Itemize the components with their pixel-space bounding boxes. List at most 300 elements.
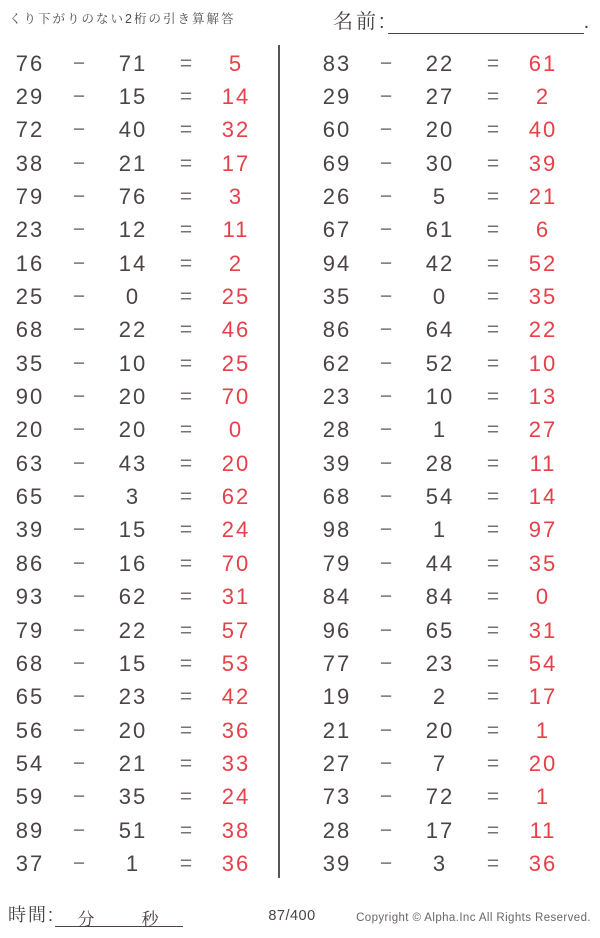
minus-sign: − [379, 418, 395, 442]
minuend: 25 [15, 284, 45, 310]
answer: 53 [221, 650, 251, 676]
minuend: 68 [15, 317, 45, 343]
minuend: 83 [322, 50, 352, 76]
minus-sign: − [379, 585, 395, 609]
equals-sign: = [486, 218, 502, 242]
minus-sign: − [72, 218, 88, 242]
minuend: 28 [322, 817, 352, 843]
subtrahend: 40 [118, 117, 148, 143]
answer: 39 [528, 150, 558, 176]
minuend: 93 [15, 584, 45, 610]
time-blank-line [55, 905, 183, 927]
minus-sign: − [379, 718, 395, 742]
answer: 25 [221, 284, 251, 310]
minuend: 79 [15, 617, 45, 643]
minuend: 39 [322, 450, 352, 476]
minus-sign: − [72, 685, 88, 709]
subtrahend: 0 [125, 284, 141, 310]
equals-sign: = [486, 585, 502, 609]
subtrahend: 7 [432, 750, 448, 776]
problem-row [312, 847, 566, 880]
problem-row [312, 814, 566, 847]
equals-sign: = [486, 751, 502, 775]
answer: 10 [528, 350, 558, 376]
subtrahend: 20 [425, 717, 455, 743]
minuend: 68 [322, 484, 352, 510]
subtrahend: 52 [425, 350, 455, 376]
minuend: 29 [15, 84, 45, 110]
equals-sign: = [179, 451, 195, 475]
minuend: 68 [15, 650, 45, 676]
problem-row [312, 480, 566, 513]
answer: 38 [221, 817, 251, 843]
subtrahend: 23 [118, 684, 148, 710]
minuend: 86 [322, 317, 352, 343]
answer: 62 [221, 484, 251, 510]
problem-row [312, 214, 566, 247]
answer: 17 [221, 150, 251, 176]
answer: 14 [221, 84, 251, 110]
minuend: 16 [15, 250, 45, 276]
minus-sign: − [379, 551, 395, 575]
problem-row [5, 247, 259, 280]
minuend: 63 [15, 450, 45, 476]
minus-sign: − [379, 451, 395, 475]
problem-row [312, 681, 566, 714]
equals-sign: = [486, 618, 502, 642]
equals-sign: = [486, 518, 502, 542]
minus-sign: − [72, 418, 88, 442]
problem-row [5, 714, 259, 747]
answer: 31 [528, 617, 558, 643]
equals-sign: = [179, 285, 195, 309]
equals-sign: = [486, 251, 502, 275]
answer: 57 [221, 617, 251, 643]
subtrahend: 65 [425, 617, 455, 643]
minuend: 23 [15, 217, 45, 243]
answer: 0 [535, 584, 551, 610]
minuend: 23 [322, 384, 352, 410]
answer: 70 [221, 384, 251, 410]
subtrahend: 44 [425, 550, 455, 576]
problem-row [5, 847, 259, 880]
minuend: 94 [322, 250, 352, 276]
problem-row [312, 114, 566, 147]
minuend: 73 [322, 784, 352, 810]
subtrahend: 1 [432, 417, 448, 443]
minus-sign: − [72, 285, 88, 309]
answer: 42 [221, 684, 251, 710]
equals-sign: = [179, 518, 195, 542]
equals-sign: = [179, 385, 195, 409]
subtrahend: 1 [125, 850, 141, 876]
equals-sign: = [179, 418, 195, 442]
equals-sign: = [179, 118, 195, 142]
problem-row [5, 814, 259, 847]
minus-sign: − [379, 218, 395, 242]
problem-row [312, 781, 566, 814]
answer: 24 [221, 517, 251, 543]
minus-sign: − [72, 485, 88, 509]
equals-sign: = [179, 351, 195, 375]
answer: 22 [528, 317, 558, 343]
minuend: 79 [15, 184, 45, 210]
minuend: 20 [15, 417, 45, 443]
minuend: 39 [15, 517, 45, 543]
equals-sign: = [179, 51, 195, 75]
subtrahend: 15 [118, 650, 148, 676]
minus-sign: − [379, 751, 395, 775]
answer: 14 [528, 484, 558, 510]
equals-sign: = [179, 751, 195, 775]
subtrahend: 72 [425, 784, 455, 810]
subtrahend: 23 [425, 650, 455, 676]
problem-row [5, 480, 259, 513]
problem-row [312, 747, 566, 780]
problem-row [312, 80, 566, 113]
equals-sign: = [179, 318, 195, 342]
copyright: Copyright © Alpha.Inc All Rights Reserved. [356, 912, 591, 924]
subtrahend: 76 [118, 184, 148, 210]
subtrahend: 20 [118, 384, 148, 410]
minus-sign: − [379, 618, 395, 642]
subtrahend: 43 [118, 450, 148, 476]
minuend: 35 [15, 350, 45, 376]
equals-sign: = [486, 318, 502, 342]
subtrahend: 28 [425, 450, 455, 476]
equals-sign: = [486, 418, 502, 442]
subtrahend: 20 [118, 417, 148, 443]
equals-sign: = [179, 585, 195, 609]
name-blank-line [388, 12, 584, 34]
problem-row [312, 581, 566, 614]
minus-sign: − [72, 585, 88, 609]
minus-sign: − [379, 185, 395, 209]
equals-sign: = [179, 485, 195, 509]
answer: 27 [528, 417, 558, 443]
minus-sign: − [72, 185, 88, 209]
answer: 2 [535, 84, 551, 110]
answer: 24 [221, 784, 251, 810]
equals-sign: = [486, 718, 502, 742]
subtrahend: 64 [425, 317, 455, 343]
minuend: 86 [15, 550, 45, 576]
minuend: 65 [15, 484, 45, 510]
subtrahend: 42 [425, 250, 455, 276]
problem-row [5, 614, 259, 647]
problem-row [312, 247, 566, 280]
equals-sign: = [179, 718, 195, 742]
equals-sign: = [179, 218, 195, 242]
answer: 36 [221, 717, 251, 743]
answer: 35 [528, 550, 558, 576]
subtrahend: 3 [125, 484, 141, 510]
subtrahend: 62 [118, 584, 148, 610]
equals-sign: = [486, 851, 502, 875]
subtrahend: 10 [118, 350, 148, 376]
problem-row [5, 114, 259, 147]
problem-row [5, 214, 259, 247]
subtrahend: 1 [432, 517, 448, 543]
problem-row [5, 447, 259, 480]
answer: 11 [529, 450, 557, 476]
equals-sign: = [486, 785, 502, 809]
answer: 5 [228, 50, 244, 76]
problem-row [5, 781, 259, 814]
equals-sign: = [179, 151, 195, 175]
equals-sign: = [486, 485, 502, 509]
problem-row [312, 180, 566, 213]
problem-row [312, 314, 566, 347]
minuend: 89 [15, 817, 45, 843]
equals-sign: = [179, 85, 195, 109]
subtrahend: 30 [425, 150, 455, 176]
minuend: 38 [15, 150, 45, 176]
minuend: 21 [322, 717, 352, 743]
problem-row [312, 280, 566, 313]
problem-row [312, 47, 566, 80]
equals-sign: = [486, 451, 502, 475]
answer: 36 [221, 850, 251, 876]
equals-sign: = [179, 818, 195, 842]
answer: 21 [528, 184, 558, 210]
problem-row [5, 547, 259, 580]
equals-sign: = [486, 285, 502, 309]
minus-sign: − [379, 785, 395, 809]
answer: 31 [221, 584, 251, 610]
equals-sign: = [179, 785, 195, 809]
subtrahend: 14 [118, 250, 148, 276]
answer: 35 [528, 284, 558, 310]
answer: 13 [528, 384, 558, 410]
problem-row [312, 547, 566, 580]
minus-sign: − [379, 651, 395, 675]
minuend: 26 [322, 184, 352, 210]
minuend: 56 [15, 717, 45, 743]
answer: 20 [221, 450, 251, 476]
minuend: 60 [322, 117, 352, 143]
problem-row [5, 47, 259, 80]
minus-sign: − [72, 651, 88, 675]
minus-sign: − [72, 85, 88, 109]
problem-row [5, 581, 259, 614]
time-label: 時間: [8, 905, 56, 925]
subtrahend: 22 [118, 617, 148, 643]
minus-sign: − [72, 751, 88, 775]
problem-row [312, 514, 566, 547]
page-title: くり下がりのない2桁の引き算解答 [9, 12, 236, 26]
answer: 11 [222, 217, 250, 243]
problem-row [5, 747, 259, 780]
subtrahend: 35 [118, 784, 148, 810]
time-field [8, 901, 183, 927]
equals-sign: = [179, 251, 195, 275]
minuend: 62 [322, 350, 352, 376]
minus-sign: − [379, 818, 395, 842]
problem-row [312, 414, 566, 447]
minuend: 90 [15, 384, 45, 410]
minus-sign: − [379, 151, 395, 175]
subtrahend: 16 [118, 550, 148, 576]
subtrahend: 15 [118, 84, 148, 110]
minus-sign: − [72, 451, 88, 475]
minuend: 84 [322, 584, 352, 610]
problem-row [5, 280, 259, 313]
equals-sign: = [486, 151, 502, 175]
minus-sign: − [379, 851, 395, 875]
answer: 17 [528, 684, 558, 710]
equals-sign: = [486, 51, 502, 75]
minuend: 72 [15, 117, 45, 143]
equals-sign: = [179, 851, 195, 875]
problem-row [312, 380, 566, 413]
answer: 3 [228, 184, 244, 210]
minuend: 69 [322, 150, 352, 176]
subtrahend: 21 [118, 150, 148, 176]
answer: 1 [535, 717, 551, 743]
minus-sign: − [379, 485, 395, 509]
name-label: 名前: [333, 11, 388, 33]
problem-row [5, 414, 259, 447]
problem-row [5, 147, 259, 180]
minus-sign: − [72, 718, 88, 742]
subtrahend: 61 [425, 217, 455, 243]
subtrahend: 20 [118, 717, 148, 743]
minus-sign: − [72, 785, 88, 809]
column-divider [278, 45, 280, 878]
answer: 40 [528, 117, 558, 143]
equals-sign: = [486, 351, 502, 375]
answer: 6 [535, 217, 551, 243]
equals-sign: = [486, 685, 502, 709]
minus-sign: − [72, 851, 88, 875]
equals-sign: = [179, 185, 195, 209]
minuend: 28 [322, 417, 352, 443]
page-indicator: 87/400 [268, 908, 316, 924]
answer: 11 [529, 817, 557, 843]
answer: 36 [528, 850, 558, 876]
name-period: . [583, 11, 590, 33]
answer: 61 [528, 50, 558, 76]
problem-row [5, 647, 259, 680]
minus-sign: − [379, 518, 395, 542]
equals-sign: = [179, 618, 195, 642]
minuend: 65 [15, 684, 45, 710]
problem-row [312, 147, 566, 180]
minus-sign: − [72, 318, 88, 342]
answer: 32 [221, 117, 251, 143]
subtrahend: 27 [425, 84, 455, 110]
problem-row [5, 380, 259, 413]
problem-row [5, 80, 259, 113]
minuend: 37 [15, 850, 45, 876]
minus-sign: − [379, 251, 395, 275]
minus-sign: − [72, 151, 88, 175]
problem-row [5, 681, 259, 714]
minuend: 19 [322, 684, 352, 710]
problem-row [5, 347, 259, 380]
problem-row [312, 647, 566, 680]
minuend: 29 [322, 84, 352, 110]
minuend: 54 [15, 750, 45, 776]
subtrahend: 2 [432, 684, 448, 710]
subtrahend: 3 [432, 850, 448, 876]
minutes-label: 分 [77, 910, 97, 929]
answer: 0 [228, 417, 244, 443]
answer: 33 [221, 750, 251, 776]
minus-sign: − [379, 285, 395, 309]
subtrahend: 71 [118, 50, 148, 76]
answer: 52 [528, 250, 558, 276]
minus-sign: − [379, 685, 395, 709]
answer: 97 [528, 517, 558, 543]
answer: 70 [221, 550, 251, 576]
minuend: 27 [322, 750, 352, 776]
equals-sign: = [486, 118, 502, 142]
minus-sign: − [379, 385, 395, 409]
answer: 54 [528, 650, 558, 676]
minus-sign: − [379, 51, 395, 75]
problem-row [312, 347, 566, 380]
subtrahend: 22 [425, 50, 455, 76]
minus-sign: − [72, 118, 88, 142]
subtrahend: 12 [118, 217, 148, 243]
equals-sign: = [179, 551, 195, 575]
problem-row [312, 447, 566, 480]
problems-column-right [312, 47, 566, 881]
answer: 25 [221, 350, 251, 376]
minuend: 77 [322, 650, 352, 676]
problem-row [5, 514, 259, 547]
minuend: 98 [322, 517, 352, 543]
answer: 20 [528, 750, 558, 776]
minus-sign: − [379, 118, 395, 142]
subtrahend: 20 [425, 117, 455, 143]
problems-column-left [5, 47, 259, 881]
minuend: 67 [322, 217, 352, 243]
subtrahend: 21 [118, 750, 148, 776]
minus-sign: − [379, 318, 395, 342]
problem-row [5, 180, 259, 213]
subtrahend: 84 [425, 584, 455, 610]
subtrahend: 10 [425, 384, 455, 410]
minuend: 76 [15, 50, 45, 76]
minus-sign: − [72, 385, 88, 409]
equals-sign: = [486, 651, 502, 675]
equals-sign: = [486, 85, 502, 109]
minus-sign: − [72, 818, 88, 842]
equals-sign: = [486, 185, 502, 209]
minuend: 96 [322, 617, 352, 643]
minus-sign: − [72, 51, 88, 75]
minus-sign: − [72, 351, 88, 375]
problem-row [312, 714, 566, 747]
minuend: 35 [322, 284, 352, 310]
subtrahend: 22 [118, 317, 148, 343]
minus-sign: − [379, 351, 395, 375]
seconds-label: 秒 [141, 910, 161, 929]
problem-row [312, 614, 566, 647]
equals-sign: = [486, 551, 502, 575]
subtrahend: 0 [432, 284, 448, 310]
minus-sign: − [72, 618, 88, 642]
subtrahend: 5 [432, 184, 448, 210]
subtrahend: 15 [118, 517, 148, 543]
answer: 46 [221, 317, 251, 343]
minuend: 79 [322, 550, 352, 576]
answer: 1 [535, 784, 551, 810]
equals-sign: = [486, 385, 502, 409]
